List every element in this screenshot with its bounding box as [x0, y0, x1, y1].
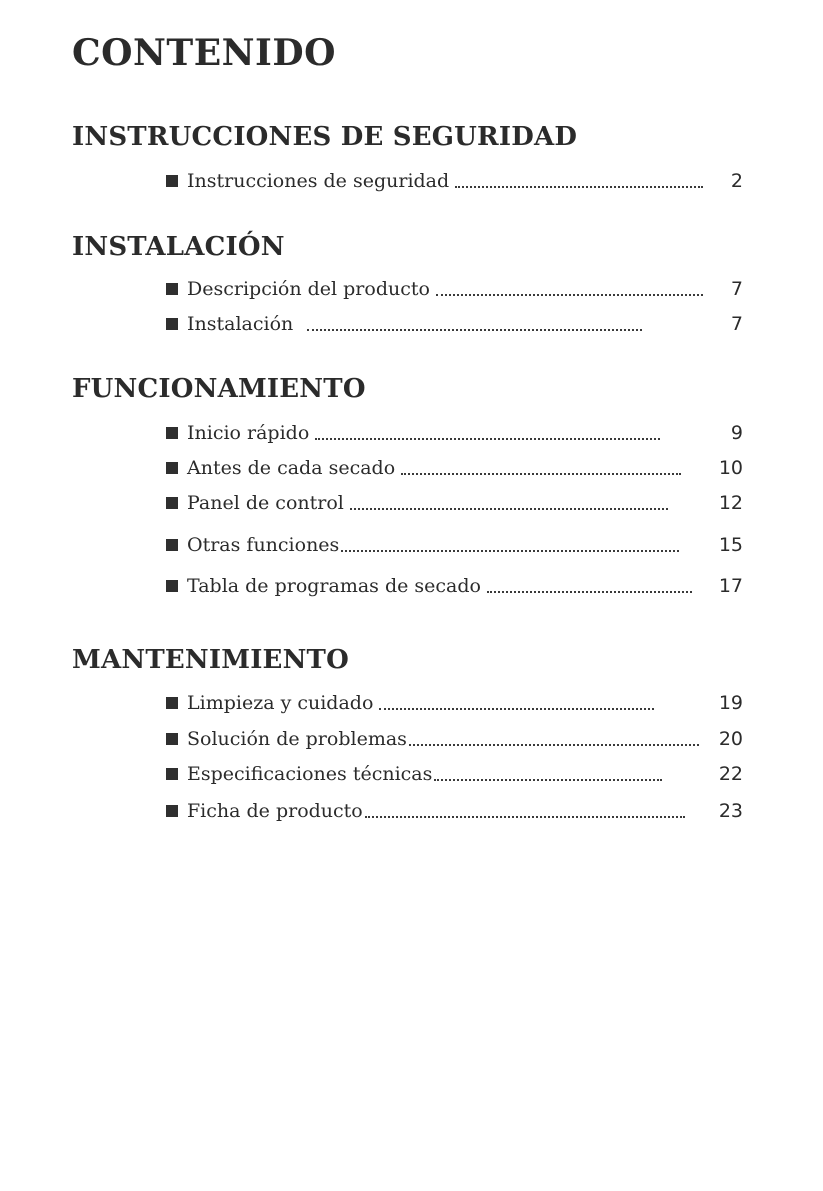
square-bullet-icon [166, 427, 178, 439]
section-heading-installation: INSTALACIÓN [72, 232, 285, 262]
toc-page-number: 15 [718, 534, 743, 556]
toc-page-number: 19 [718, 692, 743, 714]
toc-entry-label: Limpieza y cuidado [187, 692, 374, 714]
dot-leader [409, 744, 699, 746]
toc-page-number: 7 [730, 313, 743, 335]
dot-leader [487, 591, 692, 593]
toc-page-number: 2 [730, 170, 743, 192]
toc-entry-product-description[interactable] [166, 276, 703, 302]
square-bullet-icon [166, 175, 178, 187]
toc-entry-label: Especificaciones técnicas [187, 763, 433, 785]
toc-entry-label: Antes de cada secado [187, 457, 396, 479]
toc-entry-label: Instrucciones de seguridad [187, 170, 450, 192]
toc-page-number: 12 [718, 492, 743, 514]
square-bullet-icon [166, 283, 178, 295]
square-bullet-icon [166, 318, 178, 330]
toc-entry-installation[interactable] [166, 311, 642, 337]
toc-entry-label: Instalación [187, 313, 294, 335]
toc-page-number: 20 [718, 728, 743, 750]
dot-leader [401, 473, 681, 475]
toc-page-number: 10 [718, 457, 743, 479]
toc-entry-program-table[interactable] [166, 573, 692, 599]
toc-page-number: 23 [718, 800, 743, 822]
dot-leader [436, 294, 703, 296]
toc-entry-safety-instructions[interactable] [166, 168, 703, 194]
toc-entry-label: Inicio rápido [187, 422, 310, 444]
square-bullet-icon [166, 805, 178, 817]
toc-entry-label: Ficha de producto [187, 800, 363, 822]
toc-entry-other-functions[interactable] [166, 532, 679, 558]
dot-leader [307, 329, 642, 331]
dot-leader [379, 708, 654, 710]
toc-entry-label: Otras funciones [187, 534, 340, 556]
dot-leader [341, 550, 679, 552]
section-heading-maintenance: MANTENIMIENTO [72, 645, 349, 675]
toc-entry-technical-specs[interactable] [166, 761, 662, 787]
square-bullet-icon [166, 697, 178, 709]
square-bullet-icon [166, 462, 178, 474]
toc-entry-label: Descripción del producto [187, 278, 430, 300]
section-heading-operation: FUNCIONAMIENTO [72, 374, 366, 404]
toc-page-number: 9 [730, 422, 743, 444]
toc-entry-control-panel[interactable] [166, 490, 668, 516]
toc-entry-product-sheet[interactable] [166, 798, 685, 824]
dot-leader [350, 508, 668, 510]
toc-entry-label: Solución de problemas [187, 728, 407, 750]
toc-entry-label: Panel de control [187, 492, 344, 514]
square-bullet-icon [166, 768, 178, 780]
toc-entry-quick-start[interactable] [166, 420, 660, 446]
page-title: CONTENIDO [72, 32, 336, 74]
toc-page-number: 17 [718, 575, 743, 597]
dot-leader [315, 438, 660, 440]
toc-page-number: 22 [718, 763, 743, 785]
square-bullet-icon [166, 733, 178, 745]
dot-leader [434, 779, 662, 781]
toc-entry-before-drying[interactable] [166, 455, 681, 481]
square-bullet-icon [166, 539, 178, 551]
dot-leader [365, 816, 685, 818]
section-heading-safety: INSTRUCCIONES DE SEGURIDAD [72, 122, 578, 152]
dot-leader [455, 186, 703, 188]
toc-entry-troubleshooting[interactable] [166, 726, 699, 752]
toc-entry-cleaning[interactable] [166, 690, 654, 716]
square-bullet-icon [166, 497, 178, 509]
toc-entry-label: Tabla de programas de secado [187, 575, 481, 597]
square-bullet-icon [166, 580, 178, 592]
toc-page-number: 7 [730, 278, 743, 300]
